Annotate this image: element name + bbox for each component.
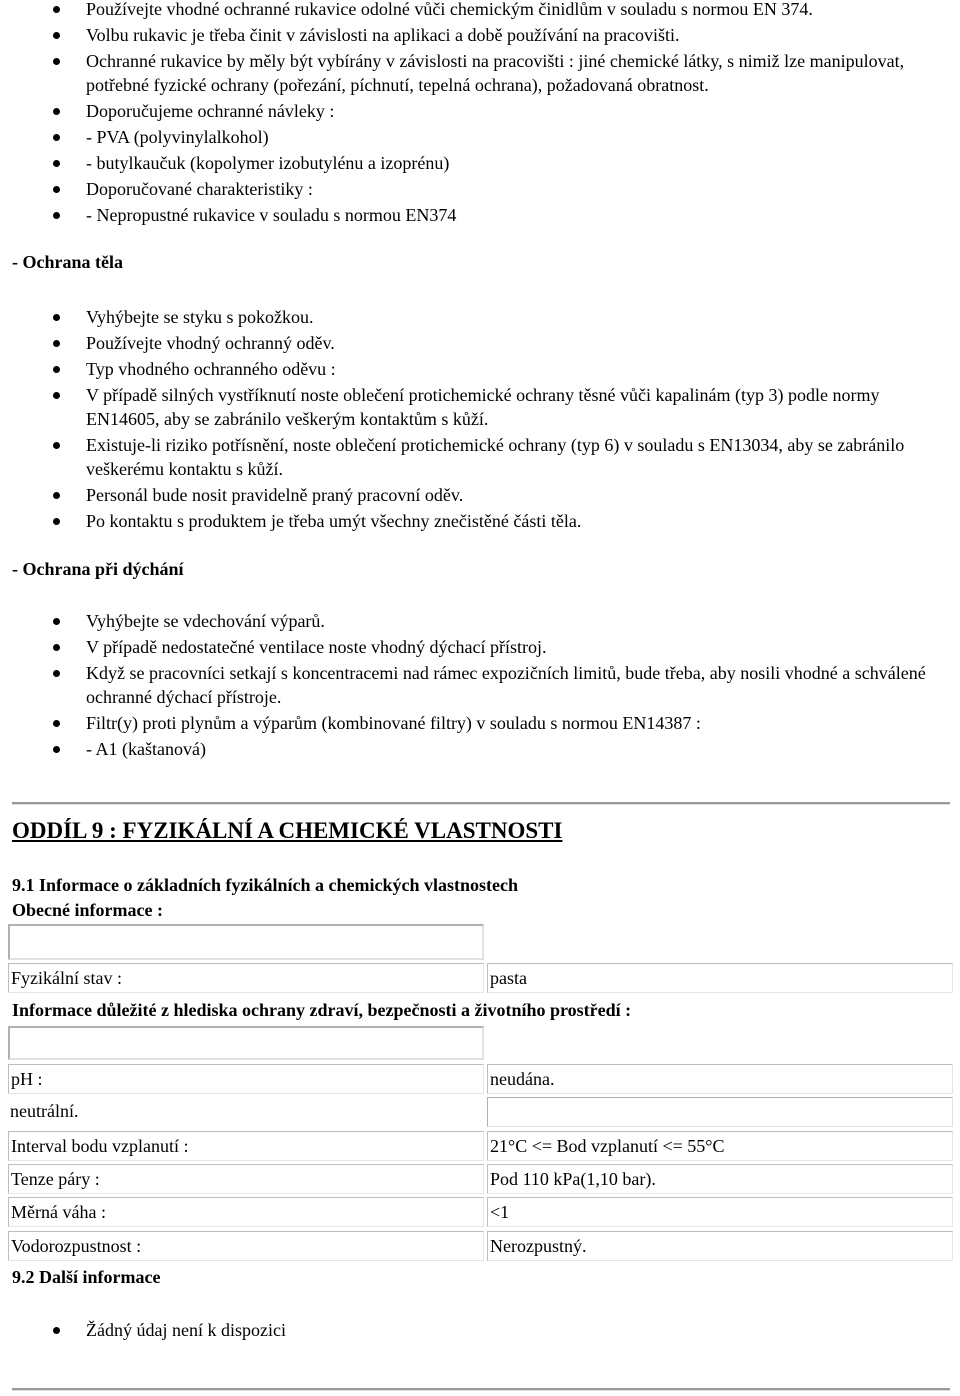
list-item: - PVA (polyvinylalkohol)	[0, 125, 950, 149]
vapour-pressure-value: Pod 110 kPa(1,10 bar).	[487, 1164, 953, 1194]
list-item: Ochranné rukavice by měly být vybírány v závislosti na pracovišti : jiné chemické látky, s nimiž lze manipulovat, potřebné fyzické ochrany (pořezání, píchnutí, tepelná ochrana), požadovaná obratnost.	[0, 49, 926, 97]
physical-state-value: pasta	[487, 963, 953, 993]
important-info-heading: Informace důležité z hlediska ochrany zdraví, bezpečnosti a životního prostředí :	[12, 1000, 632, 1020]
body-protection-list	[0, 305, 950, 535]
respiratory-protection-heading: - Ochrana při dýchání	[12, 559, 184, 579]
list-item: - Nepropustné rukavice v souladu s normou EN374	[0, 203, 950, 227]
empty-cell	[487, 1097, 953, 1127]
solubility-value: Nerozpustný.	[487, 1231, 953, 1261]
empty-cell	[8, 1026, 484, 1060]
list-item: Používejte vhodné ochranné rukavice odolné vůči chemickým činidlům v souladu s normou EN 374.	[0, 0, 950, 21]
physical-state-label: Fyzikální stav :	[8, 963, 484, 993]
list-item: Doporučujeme ochranné návleky :	[0, 99, 950, 123]
density-label: Měrná váha :	[8, 1197, 484, 1227]
list-item: Typ vhodného ochranného oděvu :	[0, 357, 950, 381]
gloves-list	[0, 0, 950, 229]
other-info-list	[0, 1318, 950, 1344]
ph-value: neudána.	[487, 1064, 953, 1094]
section-divider	[12, 802, 950, 805]
list-item: Volbu rukavic je třeba činit v závislosti na aplikaci a době používání na pracovišti.	[0, 23, 950, 47]
list-item: V případě silných vystříknutí noste oblečení protichemické ochrany těsné vůči kapalinám (typ 3) podle normy EN14605, aby se zabránilo veškerým kontaktům s kůží.	[0, 383, 926, 431]
list-item: Doporučované charakteristiky :	[0, 177, 950, 201]
respiratory-protection-list	[0, 609, 950, 763]
list-item: Používejte vhodný ochranný oděv.	[0, 331, 950, 355]
body-protection-heading: - Ochrana těla	[12, 252, 123, 272]
subsection-9-2-heading: 9.2 Další informace	[12, 1267, 161, 1287]
list-item: Vyhýbejte se vdechování výparů.	[0, 609, 950, 633]
list-item: Existuje-li riziko potřísnění, noste oblečení protichemické ochrany (typ 6) v souladu s EN13034, aby se zabránilo veškerému kontaktu s kůží.	[0, 433, 926, 481]
section-divider	[12, 1388, 950, 1391]
vapour-pressure-label: Tenze páry :	[8, 1164, 484, 1194]
list-item: Po kontaktu s produktem je třeba umýt všechny znečistěné části těla.	[0, 509, 950, 533]
list-item: Žádný údaj není k dispozici	[0, 1318, 950, 1342]
list-item: Filtr(y) proti plynům a výparům (kombinované filtry) v souladu s normou EN14387 :	[0, 711, 950, 735]
list-item: Když se pracovníci setkají s koncentracemi nad rámec expozičních limitů, bude třeba, aby nosili vhodné a schválené ochranné dýchací přístroje.	[0, 661, 926, 709]
list-item: V případě nedostatečné ventilace noste vhodný dýchací přístroj.	[0, 635, 950, 659]
subsection-9-1-heading: 9.1 Informace o základních fyzikálních a chemických vlastnostech	[12, 875, 518, 895]
list-item: - A1 (kaštanová)	[0, 737, 950, 761]
list-item: - butylkaučuk (kopolymer izobutylénu a izoprénu)	[0, 151, 950, 175]
empty-cell	[8, 924, 484, 960]
section-9-title: ODDÍL 9 : FYZIKÁLNÍ A CHEMICKÉ VLASTNOSTI	[12, 818, 563, 843]
list-item: Personál bude nosit pravidelně praný pracovní oděv.	[0, 483, 950, 507]
solubility-label: Vodorozpustnost :	[8, 1231, 484, 1261]
ph-note: neutrální.	[10, 1101, 79, 1121]
ph-label: pH :	[8, 1064, 484, 1094]
flash-point-label: Interval bodu vzplanutí :	[8, 1131, 484, 1161]
flash-point-value: 21°C <= Bod vzplanutí <= 55°C	[487, 1131, 953, 1161]
list-item: Vyhýbejte se styku s pokožkou.	[0, 305, 950, 329]
density-value: <1	[487, 1197, 953, 1227]
general-info-heading: Obecné informace :	[12, 900, 163, 920]
